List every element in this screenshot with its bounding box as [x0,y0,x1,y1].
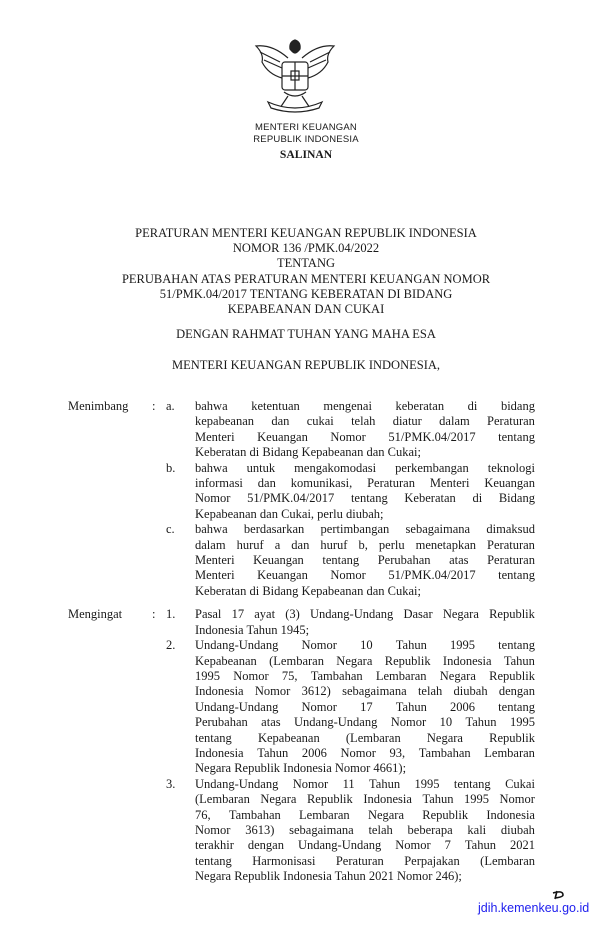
word: diubah [500,822,535,837]
text-line [195,838,535,853]
word: pertimbangan [320,522,390,537]
list-item [68,461,538,523]
word: tentang [453,776,491,791]
word: Undang-Undang [294,715,378,730]
text-line: Indonesia Tahun 1945; [195,622,310,637]
word: (Lembaran [195,792,250,807]
word: diatur [392,414,422,429]
item-marker: c. [166,522,175,537]
word: dalam [195,537,226,552]
word: mengakomodasi [294,460,377,475]
section-label: Mengingat [68,607,123,622]
word: sebagaimana [289,822,354,837]
word: atas [261,715,281,730]
text-line [195,700,535,715]
word: 17 [231,607,245,622]
word: Negara [426,730,463,745]
word: perkembangan [395,460,469,475]
text-line [195,669,535,684]
word: Tahun [422,792,454,807]
word: Peraturan [487,537,535,552]
title-line: PERUBAHAN ATAS PERATURAN MENTERI KEUANGAN NOMOR [121,271,491,286]
word: 10 [360,638,373,653]
word: tentang [195,853,232,868]
word: Perubahan [377,553,431,568]
word: Lembaran [484,745,535,760]
institution-country: REPUBLIK INDONESIA [253,134,359,145]
word: bahwa [195,460,228,475]
word: Pasal [195,607,222,622]
word: Republik [489,668,535,683]
item-marker: 1. [166,607,176,622]
word: Bidang [498,491,535,506]
word: informasi [195,476,243,491]
word: (3) [285,607,300,622]
word: Nomor [195,822,231,837]
considerations-body [68,399,538,885]
list-item [68,399,538,461]
word: Tambahan [228,807,281,822]
word: (Lembaran [480,853,535,868]
word: Harmonisasi [252,853,316,868]
word: dimaksud [486,522,535,537]
word: 1995 [195,668,220,683]
title-line: 51/PMK.04/2017 TENTANG KEBERATAN DI BIDANG [159,286,453,301]
word: Keuangan [484,476,535,491]
word: 1995 [464,792,490,807]
text-line [195,430,535,445]
text-line [195,522,535,537]
word: mengenai [323,399,372,413]
word: Undang-Undang [195,776,279,791]
word: Lembaran [299,807,350,822]
word: Lembaran [375,668,427,683]
word: tentang [498,699,535,714]
word: tentang [350,491,388,506]
word: Tahun [503,653,535,668]
word: Menteri [195,568,235,583]
word: Peraturan [487,553,535,568]
word: Keuangan [257,429,308,444]
word: 1995 [414,776,440,791]
menimbang-section [68,399,538,599]
word: kali [467,822,487,837]
word: sebagaimana [405,522,471,537]
word: Republik [384,653,431,668]
word: Peraturan [367,476,415,491]
word: tentang [498,429,535,444]
word: beberapa [407,822,453,837]
word: Peraturan [335,853,384,868]
word: a [274,537,281,552]
item-marker: 2. [166,638,176,653]
word: 3613) [245,822,275,837]
word: tentang [498,568,535,583]
word: Indonesia [486,807,535,822]
word: dengan [247,838,284,853]
jdih-link[interactable]: jdih.kemenkeu.go.id [478,901,590,915]
list-item [68,522,538,599]
word: di [472,491,483,506]
word: diubah [453,684,488,699]
word: Undang-Undang [195,699,279,714]
word: telah [351,414,376,429]
word: teknologi [487,460,535,475]
word: Indonesia [442,653,492,668]
word: ketentuan [251,399,300,413]
text-line [195,808,535,823]
text-line: Keberatan di Bidang Kepabeanan dan Cukai; [195,445,421,460]
text-line: Keberatan di Bidang Kepabeanan dan Cukai; [195,583,421,598]
word: Nomor [254,684,291,699]
word: telah [368,822,393,837]
text-line [195,715,535,730]
word: Keuangan [253,553,304,568]
word: Nomor [301,638,337,653]
word: keberatan [395,399,445,413]
word: dan [291,537,310,552]
word: dalam [439,414,470,429]
word: Kepabeanan [195,653,257,668]
word: Undang-Undang [309,607,394,622]
word: menetapkan [415,537,476,552]
word: 2006 [450,699,475,714]
invocation: DENGAN RAHMAT TUHAN YANG MAHA ESA [176,327,436,341]
word: Indonesia [195,745,244,760]
word: Dasar [403,607,433,622]
word: tentang [322,553,360,568]
word: Nomor [395,838,431,853]
item-marker: a. [166,399,175,413]
word: Nomor [390,715,427,730]
word: perlu [378,537,405,552]
word: Republik [306,792,353,807]
list-item [68,638,538,777]
title-number: NOMOR 136 /PMK.04/2022 [232,241,380,256]
word: telah [417,684,443,699]
signature-mark-icon [549,890,569,900]
salinan-stamp: SALINAN [279,148,333,161]
item-marker: 3. [166,776,176,791]
text-line [195,568,535,583]
word: 51/PMK.04/2017 [247,491,335,506]
word: Perubahan [195,715,248,730]
text-line [195,854,535,869]
item-marker: b. [166,460,176,475]
word: tentang [195,730,232,745]
word: 75, [281,668,298,683]
text-line: Negara Republik Indonesia Tahun 2021 Nomor 246); [195,869,462,884]
word: Tahun [369,776,401,791]
word: Tambahan [310,668,363,683]
word: 11 [342,776,355,791]
text-line [195,638,535,653]
regulation-title [0,226,612,317]
word: 93, [389,745,406,760]
word: Republik [489,607,535,622]
colon: : [152,399,156,413]
text-line [195,476,535,491]
word: Republik [422,807,469,822]
word: Kepabeanan [257,730,320,745]
word: komunikasi, [290,476,353,491]
word: Nomor [340,745,376,760]
word: Tahun [395,699,427,714]
word: terakhir [195,838,234,853]
text-line [195,746,535,761]
word: Negara [260,792,297,807]
list-item [68,777,538,885]
word: Indonesia [195,684,244,699]
word: bahwa [195,522,228,537]
text-line [195,491,535,506]
word: Negara [336,653,373,668]
word: Menteri [195,429,235,444]
text-line [195,414,535,429]
word: dan [271,414,290,429]
text-line [195,731,535,746]
text-line [195,654,535,669]
word: Undang-Undang [195,638,279,653]
word: Republik [489,730,535,745]
word: (Lembaran [269,653,324,668]
word: dengan [498,684,535,699]
word: Nomor [292,776,329,791]
word: berdasarkan [243,522,305,537]
word: 2006 [301,745,327,760]
colon: : [152,607,156,622]
word: Indonesia [363,792,412,807]
word: 76, [195,807,211,822]
word: tentang [498,638,535,653]
title-line: TENTANG [276,256,335,271]
word: sebagaimana [342,684,407,699]
word: kepabeanan [195,414,254,429]
word: 51/PMK.04/2017 [388,568,476,583]
text-line [195,461,535,476]
word: Negara [439,668,476,683]
word: Undang-Undang [297,838,382,853]
mengingat-section [68,607,538,884]
word: Peraturan [487,414,535,429]
word: Tahun [395,638,427,653]
word: Nomor [233,668,269,683]
title-line: KEPABEANAN DAN CUKAI [227,302,385,317]
word: Tambahan [418,745,471,760]
word: Keberatan [404,491,456,506]
word: 10 [439,715,453,730]
word: huruf [320,537,348,552]
text-line [195,823,535,838]
word: untuk [246,460,276,475]
text-line [195,607,535,622]
title-line: PERATURAN MENTERI KEUANGAN REPUBLIK INDONESIA [135,226,477,240]
word: 17 [360,699,373,714]
word: Tahun [464,838,496,853]
text-line [195,777,535,792]
section-label: Menimbang [68,399,129,413]
word: Menteri [195,553,235,568]
issuer: MENTERI KEUANGAN REPUBLIK INDONESIA, [171,358,441,372]
text-line [195,792,535,807]
list-item [68,607,538,638]
text-line [195,684,535,699]
word: 2021 [509,838,535,853]
institution-name: MENTERI KEUANGAN [255,122,357,133]
word: Nomor [330,568,366,583]
word: 1995 [450,638,475,653]
word: ayat [254,607,276,622]
word: 51/PMK.04/2017 [388,429,476,444]
text-line: Kepabeanan dan Cukai, perlu diubah; [195,506,384,521]
word: dan [257,476,276,491]
text-line [195,399,535,414]
garuda-emblem-icon [252,34,338,118]
word: Negara [367,807,405,822]
word: huruf [236,537,264,552]
word: Nomor [499,792,535,807]
word: 3612) [301,684,331,699]
word: Perpajakan [404,853,460,868]
word: bidang [500,399,535,413]
text-line: Negara Republik Indonesia Nomor 4661); [195,761,407,776]
word: b, [358,537,368,552]
word: bahwa [195,399,228,413]
word: Menteri [429,476,470,491]
word: Nomor [195,491,231,506]
word: 1995 [509,715,535,730]
word: (Lembaran [345,730,401,745]
word: Nomor [301,699,337,714]
word: Tahun [257,745,289,760]
word: atas [449,553,469,568]
word: di [467,399,478,413]
word: Negara [442,607,479,622]
word: Keuangan [257,568,308,583]
text-line [195,538,535,553]
word: Cukai [505,776,535,791]
word: Nomor [330,429,366,444]
word: cukai [306,414,334,429]
text-line [195,553,535,568]
word: 7 [444,838,451,853]
word: Tahun [465,715,497,730]
